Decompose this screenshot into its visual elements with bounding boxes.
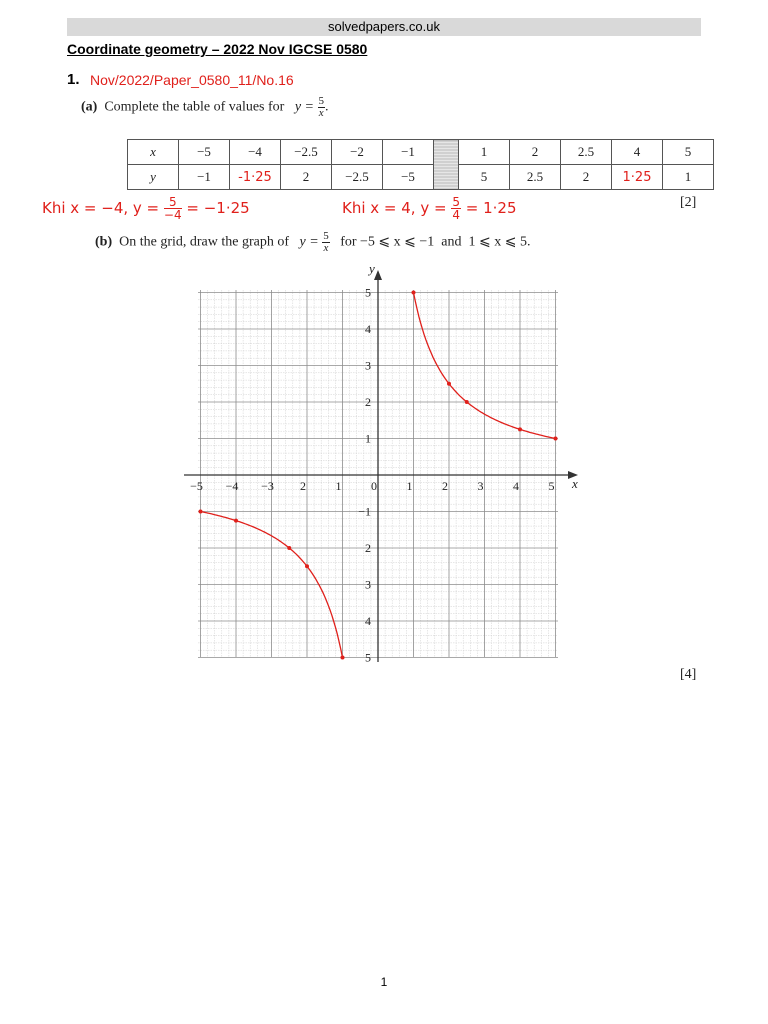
y-tick-label: 1 xyxy=(365,431,371,446)
table-cell: −4 xyxy=(230,140,281,165)
annotation-left-den: −4 xyxy=(163,208,182,222)
data-point xyxy=(554,437,558,441)
part-a-eq-lhs: y = xyxy=(294,99,314,115)
part-a-text: Complete the table of values for xyxy=(104,99,285,115)
x-tick-label: 4 xyxy=(513,479,519,493)
part-a-frac-num: 5 xyxy=(318,95,324,107)
x-tick-label: 1 xyxy=(335,479,342,493)
table-cell: 2 xyxy=(561,165,612,190)
table-cell-answer: 1·25 xyxy=(612,165,663,190)
annotation-right-result: = 1·25 xyxy=(465,199,517,217)
data-point xyxy=(234,519,238,523)
table-cell: −5 xyxy=(179,140,230,165)
data-point xyxy=(518,427,522,431)
page-title: Coordinate geometry – 2022 Nov IGCSE 0580 xyxy=(67,41,368,57)
y-tick-label: 3 xyxy=(365,577,371,592)
question-number: 1. xyxy=(67,71,80,88)
data-point xyxy=(412,291,416,295)
annotation-right-prefix: Khi x = 4, y = xyxy=(342,199,447,217)
data-point xyxy=(287,546,291,550)
table-cell: 2 xyxy=(281,165,332,190)
table-cell: 2 xyxy=(510,140,561,165)
data-point xyxy=(199,510,203,514)
y-tick-label: 2 xyxy=(365,395,371,409)
y-tick-label: 3 xyxy=(365,358,371,373)
table-cell: −2 xyxy=(332,140,383,165)
part-b-frac-num: 5 xyxy=(323,230,329,242)
x-tick-label: 3 xyxy=(477,479,484,493)
table-cell: −1 xyxy=(383,140,434,165)
x-tick-label: 2 xyxy=(300,479,306,493)
table-cell: −2.5 xyxy=(332,165,383,190)
annotation-left-num: 5 xyxy=(164,196,182,209)
y-tick-label: −1 xyxy=(358,504,371,519)
table-cell: 2.5 xyxy=(510,165,561,190)
y-tick-label: 5 xyxy=(365,650,371,665)
x-tick-label: 1 xyxy=(406,479,413,493)
part-a-label: (a) xyxy=(81,99,98,115)
data-point xyxy=(447,382,451,386)
data-point xyxy=(465,400,469,404)
x-tick-label: −4 xyxy=(225,479,239,493)
part-b-and: and xyxy=(441,234,462,250)
x-tick-label: −3 xyxy=(261,479,274,493)
part-b-range2: 1 ⩽ x ⩽ 5. xyxy=(468,234,531,250)
table-cell: 5 xyxy=(459,165,510,190)
annotation-left-prefix: Khi x = −4, y = xyxy=(42,199,160,217)
table-cell: 5 xyxy=(663,140,714,165)
part-a-frac-den: x xyxy=(318,107,324,119)
site-name: solvedpapers.co.uk xyxy=(327,19,440,34)
page-number: 1 xyxy=(380,975,388,989)
table-y-label: y xyxy=(128,165,179,190)
x-tick-label: 0 xyxy=(371,479,377,493)
data-point xyxy=(341,656,345,660)
table-cell: 1 xyxy=(459,140,510,165)
y-tick-label: 4 xyxy=(365,322,371,336)
y-axis-label: y xyxy=(369,261,375,276)
table-cell: 1 xyxy=(663,165,714,190)
table-cell: −1 xyxy=(179,165,230,190)
annotation-right-num: 5 xyxy=(452,195,460,209)
part-b-marks: [4] xyxy=(680,667,697,682)
question-reference: Nov/2022/Paper_0580_11/No.16 xyxy=(90,72,294,88)
table-cell: 2.5 xyxy=(561,140,612,165)
part-b-text: On the grid, draw the graph of xyxy=(119,234,290,250)
table-cell: 4 xyxy=(612,140,663,165)
table-cell-answer: -1·25 xyxy=(230,165,281,190)
x-tick-label: 2 xyxy=(442,479,448,493)
data-point xyxy=(305,564,309,568)
x-tick-label: 5 xyxy=(548,479,555,493)
y-tick-label: 4 xyxy=(365,614,371,628)
table-x-label: x xyxy=(128,140,179,165)
part-b-range1: for −5 ⩽ x ⩽ −1 xyxy=(340,234,435,250)
part-b-eq-lhs: y = xyxy=(299,234,319,250)
part-b-label: (b) xyxy=(95,234,113,250)
y-axis-arrow xyxy=(374,270,382,280)
part-a-marks: [2] xyxy=(680,195,697,210)
part-a-end: . xyxy=(325,99,329,115)
x-tick-label: −5 xyxy=(190,479,203,493)
table-cell: −5 xyxy=(383,165,434,190)
part-b-frac-den: x xyxy=(323,242,329,254)
table-cell: −2.5 xyxy=(281,140,332,165)
annotation-left-result: = −1·25 xyxy=(186,199,250,217)
x-axis-label: x xyxy=(572,476,578,491)
y-tick-label: 2 xyxy=(365,541,371,555)
y-tick-label: 5 xyxy=(365,285,371,300)
annotation-right-den: 4 xyxy=(452,208,460,222)
